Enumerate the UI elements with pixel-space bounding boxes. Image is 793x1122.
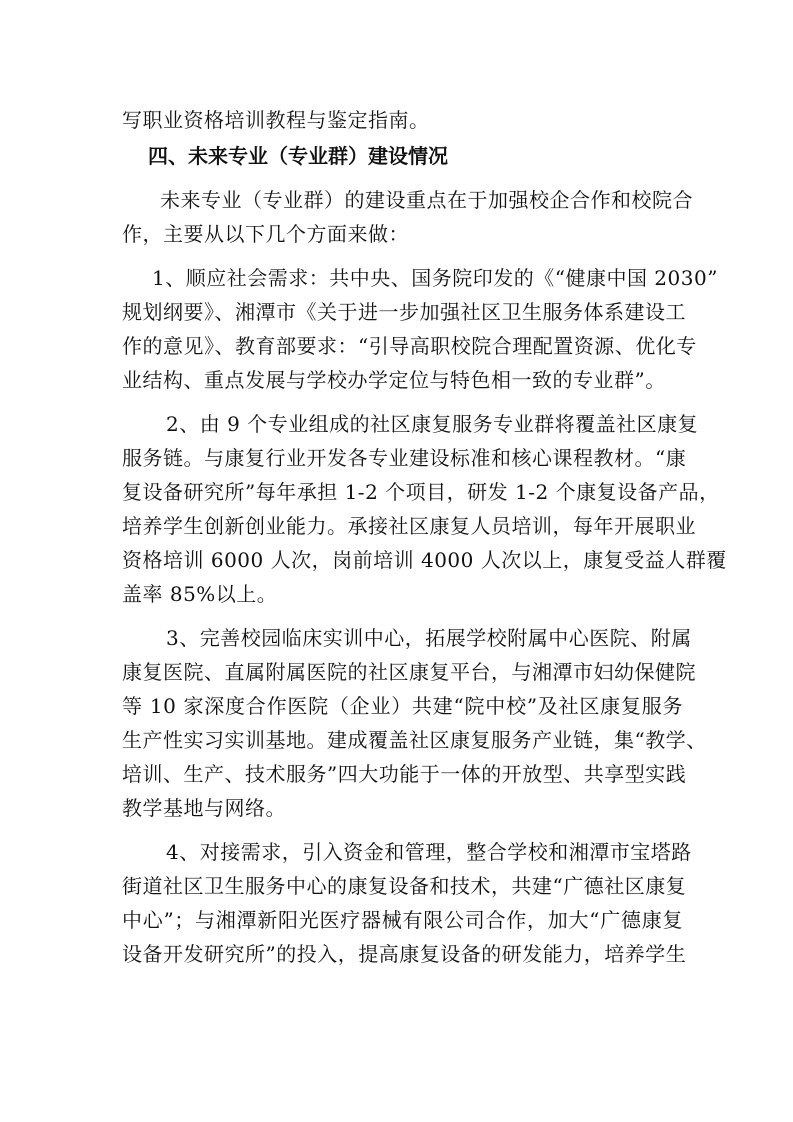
paragraph-line: 作，主要从以下几个方面来做： [122, 222, 409, 246]
paragraph-line: 资格培训 6000 人次，岗前培训 4000 人次以上，康复受益人群覆 [122, 548, 727, 572]
paragraph-line: 2、由 9 个专业组成的社区康复服务专业群将覆盖社区康复 [166, 412, 699, 436]
paragraph-line: 培养学生创新创业能力。承接社区康复人员培训，每年开展职业 [122, 514, 696, 538]
paragraph-line: 教学基地与网络。 [122, 796, 286, 820]
paragraph-line: 生产性实习实训基地。建成覆盖社区康复服务产业链，集“教学、 [122, 728, 707, 752]
paragraph-2 [122, 407, 727, 611]
paragraph-line: 盖率 85%以上。 [122, 582, 278, 606]
paragraph-line: 设备开发研究所”的投入，提高康复设备的研发能力，培养学生 [122, 942, 687, 966]
paragraph-line: 规划纲要》、湘潭市《关于进一步加强社区卫生服务体系建设工 [122, 300, 686, 324]
paragraph-line: 作的意见》、教育部要求：“引导高职校院合理配置资源、优化专 [122, 334, 697, 358]
paragraph-line: 服务链。与康复行业开发各专业建设标准和核心课程教材。“康 [122, 446, 687, 470]
paragraph-line: 街道社区卫生服务中心的康复设备和技术，共建“广德社区康复 [122, 874, 687, 898]
paragraph-line: 中心”；与湘潭新阳光医疗器械有限公司合作，加大“广德康复 [122, 908, 683, 932]
paragraph-1 [122, 261, 718, 397]
paragraph-line: 未来专业（专业群）的建设重点在于加强校企合作和校院合 [160, 188, 693, 212]
paragraph-line: 复设备研究所”每年承担 1-2 个项目，研发 1-2 个康复设备产品， [122, 480, 720, 504]
section-heading: 四、未来专业（专业群）建设情况 [148, 144, 448, 168]
page-content [122, 103, 727, 971]
paragraph-line: 4、对接需求，引入资金和管理，整合学校和湘潭市宝塔路 [166, 840, 692, 864]
continuation-line: 写职业资格培训教程与鉴定指南。 [122, 108, 430, 132]
intro-paragraph [122, 183, 693, 251]
paragraph-line: 康复医院、直属附属医院的社区康复平台，与湘潭市妇幼保健院 [122, 660, 696, 684]
paragraph-line: 培训、生产、技术服务”四大功能于一体的开放型、共享型实践 [122, 762, 687, 786]
paragraph-line: 3、完善校园临床实训中心，拓展学校附属中心医院、附属 [166, 626, 692, 650]
paragraph-line: 等 10 家深度合作医院（企业）共建“院中校”及社区康复服务 [122, 694, 683, 718]
paragraph-line: 业结构、重点发展与学校办学定位与特色相一致的专业群”。 [122, 368, 666, 392]
paragraph-3 [122, 621, 707, 825]
paragraph-line: 1、顺应社会需求：共中央、国务院印发的《“健康中国 2030” [152, 266, 718, 290]
paragraph-4 [122, 835, 692, 971]
